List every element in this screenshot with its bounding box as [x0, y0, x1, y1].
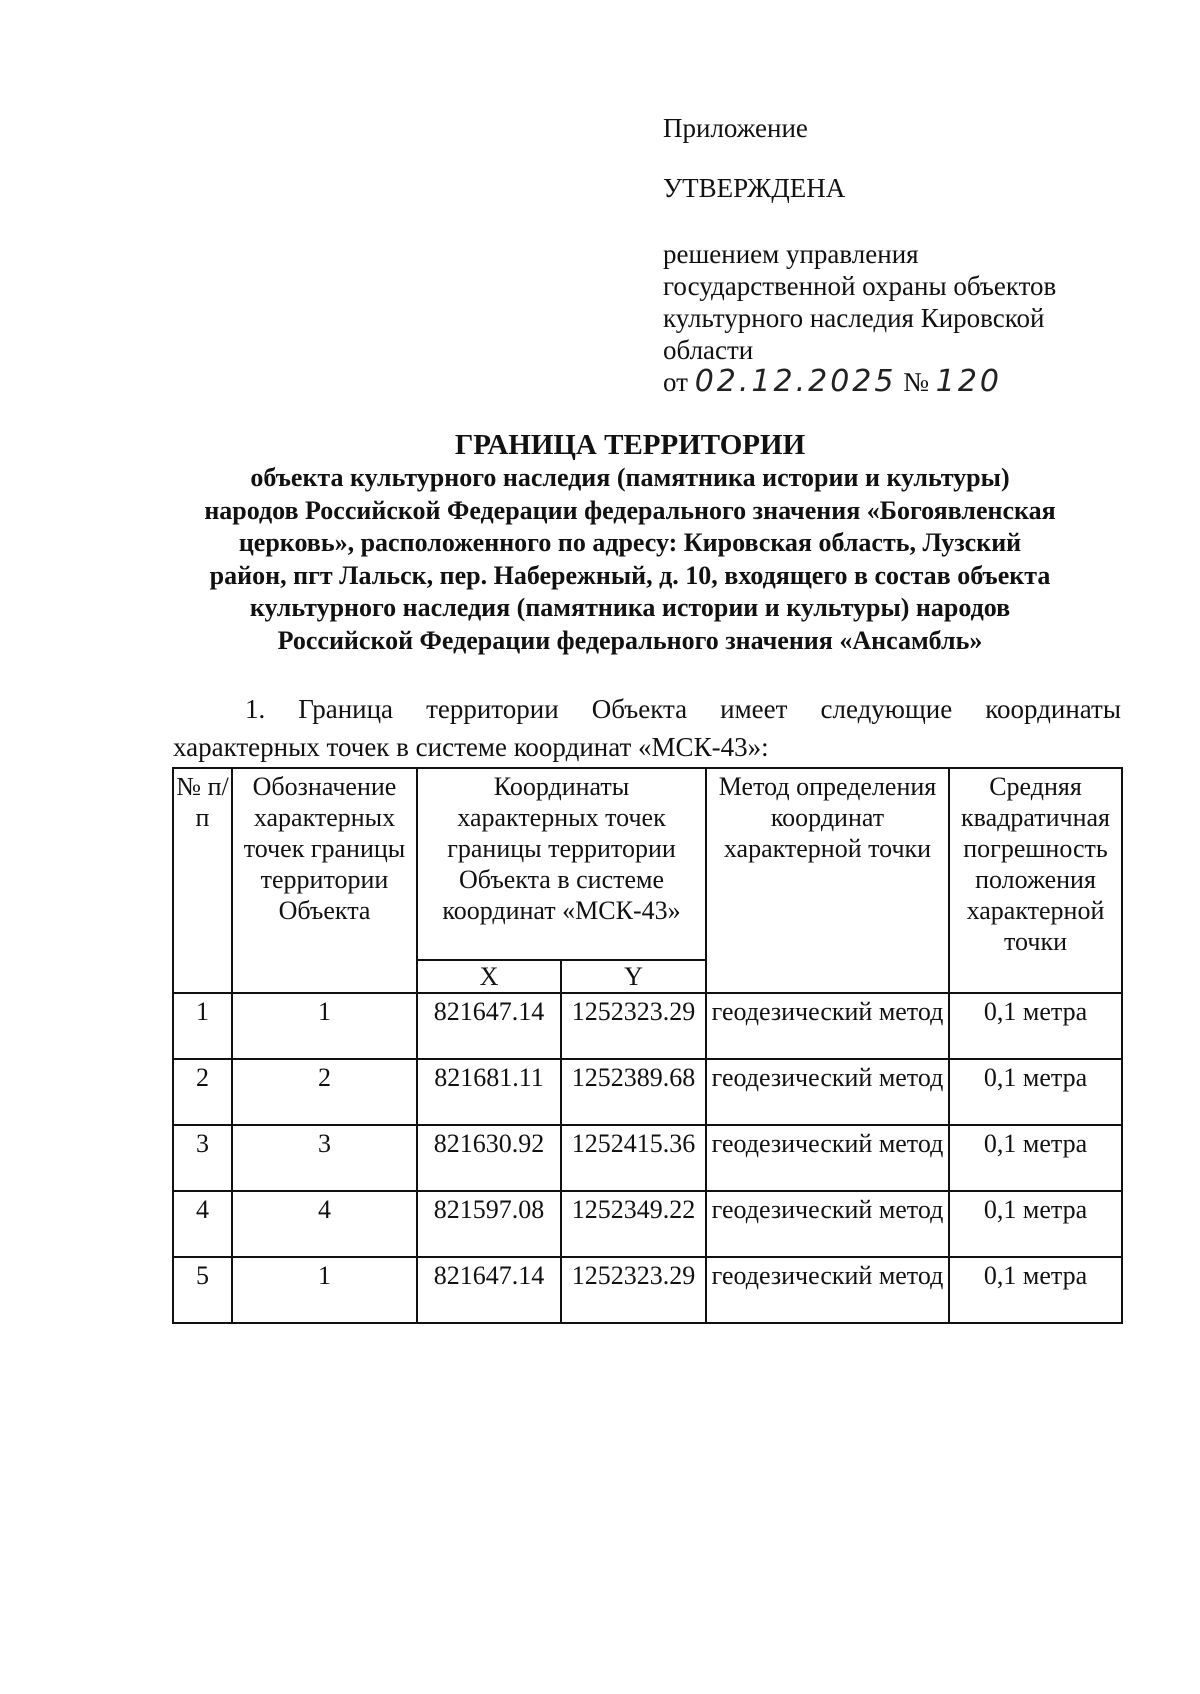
table-row	[173, 993, 1122, 1059]
cell-error: 0,1 метра	[949, 1125, 1122, 1191]
cell-point: 2	[232, 1059, 417, 1125]
date-number-line	[663, 366, 1133, 398]
cell-num: 5	[173, 1257, 232, 1323]
cell-method: геодезический метод	[706, 1191, 949, 1257]
intro-paragraph	[173, 690, 1121, 766]
cell-num: 4	[173, 1191, 232, 1257]
table-row	[173, 1059, 1122, 1125]
handwritten-date: 02.12.2025	[694, 364, 897, 399]
cell-method: геодезический метод	[706, 1059, 949, 1125]
decision-line-2: государственной охраны объектов	[663, 271, 1057, 301]
approved-label: УТВЕРЖДЕНА	[663, 173, 846, 203]
cell-method: геодезический метод	[706, 1257, 949, 1323]
header-error: Средняя квадратичная погрешность положения характерной точки	[949, 768, 1122, 993]
cell-error: 0,1 метра	[949, 1257, 1122, 1323]
cell-y: 1252349.22	[561, 1191, 706, 1257]
title-line-6: Российской Федерации федерального значения «Ансамбль»	[277, 625, 983, 655]
cell-x: 821630.92	[417, 1125, 561, 1191]
title-line-2: народов Российской Федерации федерального значения «Богоявленская	[204, 495, 1056, 525]
cell-method: геодезический метод	[706, 1125, 949, 1191]
document-title	[150, 428, 1110, 657]
header-point: Обозначение характерных точек границы территории Объекта	[232, 768, 417, 993]
header-method: Метод определения координат характерной точки	[706, 768, 949, 993]
header-y: Y	[561, 960, 706, 993]
title-line-4: район, пгт Лальск, пер. Набережный, д. 10, входящего в состав объекта	[209, 560, 1051, 590]
table-row	[173, 1257, 1122, 1323]
title-line-5: культурного наследия (памятника истории и культуры) народов	[249, 593, 1011, 622]
title-main: ГРАНИЦА ТЕРРИТОРИИ	[454, 429, 806, 461]
cell-x: 821647.14	[417, 1257, 561, 1323]
header-num: № п/п	[173, 768, 232, 993]
paragraph-line-1: 1. Граница территории Объекта имеет следующие координаты	[245, 694, 1121, 724]
approval-block	[663, 112, 1133, 398]
table-row	[173, 1125, 1122, 1191]
cell-error: 0,1 метра	[949, 993, 1122, 1059]
title-line-3: церковь», расположенного по адресу: Кировская область, Лузский	[238, 528, 1022, 557]
date-prefix: от	[663, 367, 688, 397]
table-row	[173, 1191, 1122, 1257]
cell-point: 4	[232, 1191, 417, 1257]
cell-point: 1	[232, 1257, 417, 1323]
decision-line-3: культурного наследия Кировской	[663, 303, 1045, 333]
title-line-1: объекта культурного наследия (памятника истории и культуры)	[250, 463, 1010, 492]
appendix-label: Приложение	[663, 113, 808, 143]
cell-x: 821597.08	[417, 1191, 561, 1257]
cell-num: 3	[173, 1125, 232, 1191]
cell-error: 0,1 метра	[949, 1191, 1122, 1257]
cell-x: 821647.14	[417, 993, 561, 1059]
cell-error: 0,1 метра	[949, 1059, 1122, 1125]
header-x: X	[417, 960, 561, 993]
decision-line-1: решением управления	[663, 239, 919, 269]
number-sign: №	[903, 367, 929, 397]
cell-point: 1	[232, 993, 417, 1059]
cell-y: 1252323.29	[561, 1257, 706, 1323]
decision-line-4: области	[663, 335, 754, 365]
header-coords: Координаты характерных точек границы территории Объекта в системе координат «МСК-43»	[417, 768, 706, 960]
paragraph-line-2: характерных точек в системе координат «МСК-43»:	[173, 732, 769, 762]
cell-num: 2	[173, 1059, 232, 1125]
cell-x: 821681.11	[417, 1059, 561, 1125]
cell-y: 1252389.68	[561, 1059, 706, 1125]
handwritten-number: 120	[935, 364, 1003, 399]
coordinates-table	[172, 767, 1123, 1324]
cell-y: 1252323.29	[561, 993, 706, 1059]
cell-y: 1252415.36	[561, 1125, 706, 1191]
cell-method: геодезический метод	[706, 993, 949, 1059]
cell-num: 1	[173, 993, 232, 1059]
cell-point: 3	[232, 1125, 417, 1191]
